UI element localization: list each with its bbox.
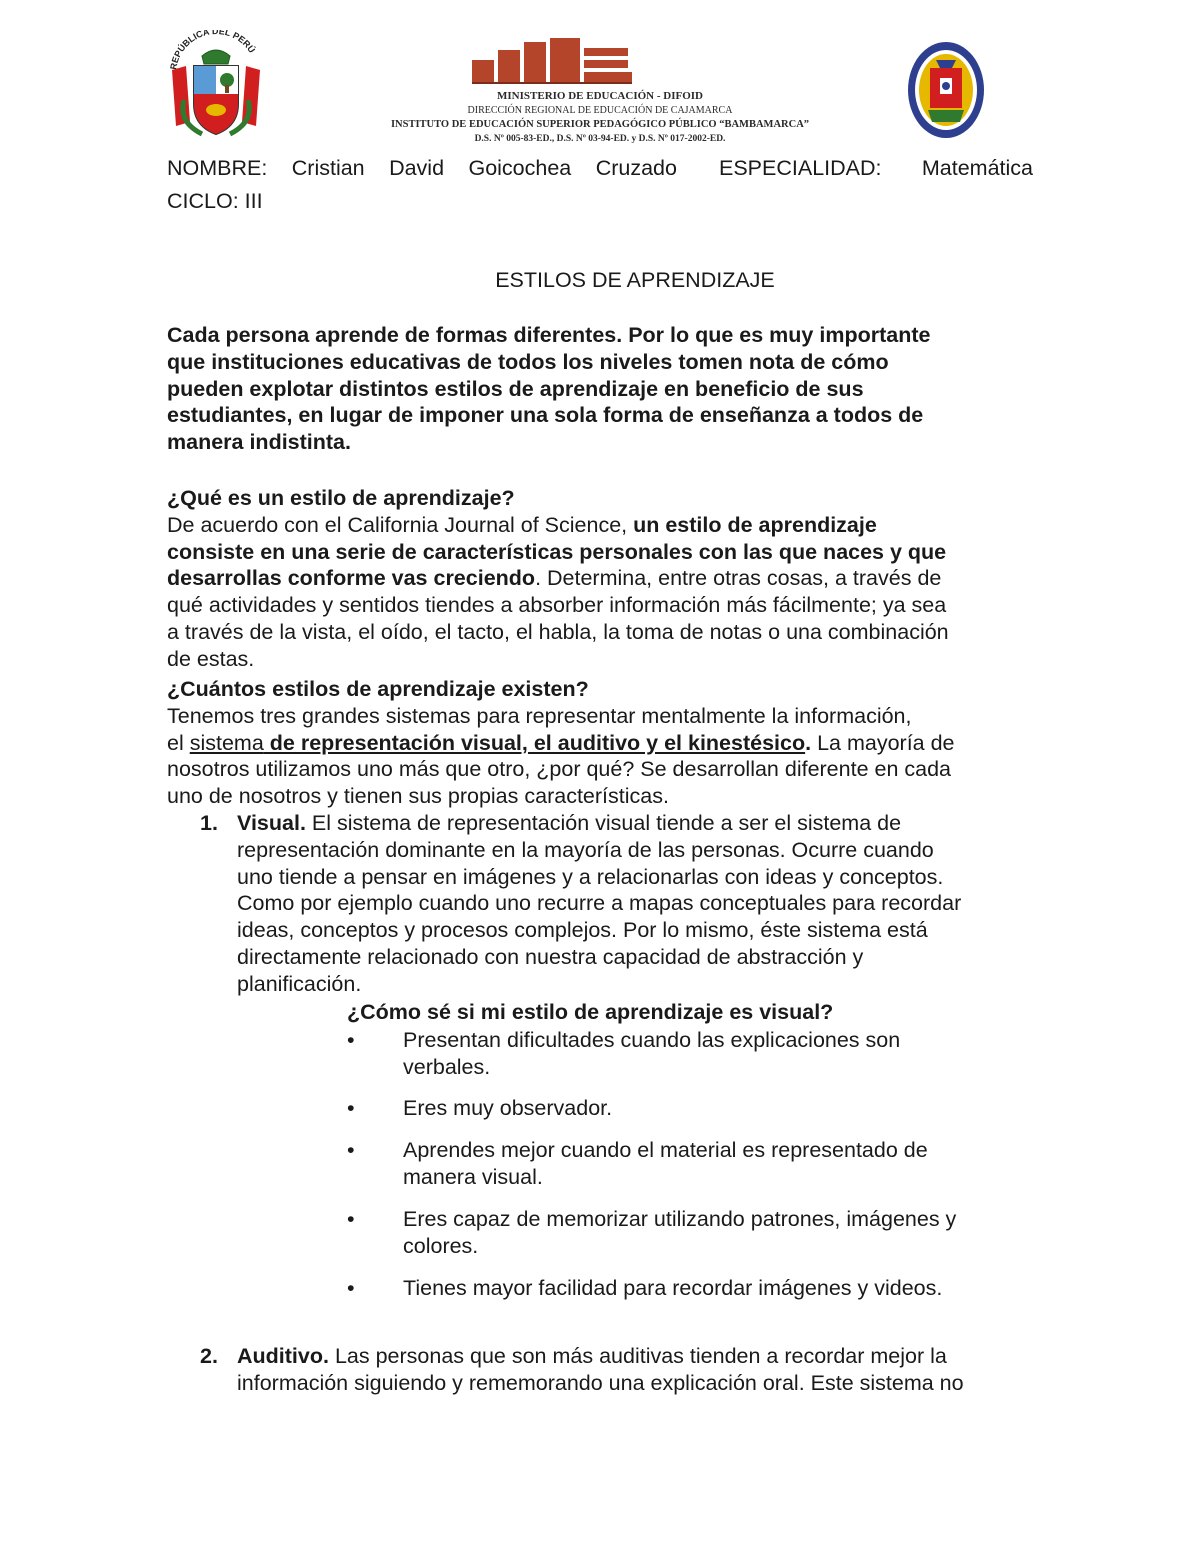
bullet-line: Tienes mayor facilidad para recordar imágenes y videos. <box>403 1276 943 1300</box>
name-label: NOMBRE: <box>167 156 268 180</box>
student-cycle: CICLO: III <box>167 189 263 213</box>
list-item <box>347 1095 987 1122</box>
paragraph-line <box>237 1343 964 1370</box>
list-number: 1. <box>200 811 218 835</box>
paragraph-line: qué actividades y sentidos tiendes a absorber información más fácilmente; ya sea <box>167 593 947 618</box>
bullet-line: Eres capaz de memorizar utilizando patrones, imágenes y <box>403 1207 957 1231</box>
ministry-of-education-logo <box>380 38 820 150</box>
intro-line: que instituciones educativas de todos los niveles tomen nota de cómo <box>167 349 889 374</box>
paragraph-line: planificación. <box>237 971 362 996</box>
bullet-line: manera visual. <box>403 1164 543 1189</box>
decree-numbers: D.S. Nº 005-83-ED., D.S. Nº 03-94-ED. y D.S. Nº 017-2002-ED. <box>474 134 726 144</box>
bullet-line: Eres muy observador. <box>403 1096 613 1120</box>
intro-line: manera indistinta. <box>167 430 351 455</box>
text-normal: el <box>167 730 190 755</box>
paragraph-line <box>167 730 955 757</box>
paragraph-line <box>237 810 961 837</box>
institute-crest-logo <box>904 38 988 142</box>
system-link[interactable]: sistema <box>189 730 264 755</box>
paragraph-line: de estas. <box>167 646 255 671</box>
bullet-icon: • <box>347 1096 355 1120</box>
section-heading: ¿Cuántos estilos de aprendizaje existen? <box>167 677 589 701</box>
text-normal: El sistema de representación visual tiende a ser el sistema de <box>305 811 902 835</box>
paragraph-line: uno tiende a pensar en imágenes y a relacionarlas con ideas y conceptos. <box>237 864 944 889</box>
bullet-icon: • <box>347 1028 355 1052</box>
section-how-many <box>167 676 955 810</box>
paragraph-line: nosotros utilizamos uno más que otro, ¿por qué? Se desarrollan diferente en cada <box>167 757 952 782</box>
list-number: 2. <box>200 1344 218 1368</box>
student-name <box>167 155 677 182</box>
item-label: Auditivo. <box>237 1344 329 1368</box>
paragraph-line: uno de nosotros y tienen sus propias características. <box>167 784 669 809</box>
visual-subheading: ¿Cómo sé si mi estilo de aprendizaje es visual? <box>347 1000 834 1024</box>
bullet-line: Aprendes mejor cuando el material es representado de <box>403 1138 928 1162</box>
section-what-is <box>167 485 949 673</box>
paragraph-line: a través de la vista, el oído, el tacto, el habla, la toma de notas o una combinación <box>167 619 949 644</box>
regional-direction: DIRECCIÓN REGIONAL DE EDUCACIÓN DE CAJAMARCA <box>467 105 733 116</box>
intro-line: estudiantes, en lugar de imponer una sola forma de enseñanza a todos de <box>167 403 924 428</box>
list-item <box>347 1137 987 1191</box>
bar-chart-emblem-icon <box>472 38 632 84</box>
paragraph-line: directamente relacionado con nuestra capacidad de abstracción y <box>237 944 864 969</box>
ministry-name: MINISTERIO DE EDUCACIÓN - DIFOID <box>497 90 703 102</box>
text-bold: un estilo de aprendizaje <box>633 512 877 537</box>
text-normal: Las personas que son más auditivas tienden a recordar mejor la <box>328 1344 947 1368</box>
paragraph-line: información siguiendo y rememorando una explicación oral. Este sistema no <box>237 1370 964 1395</box>
text-bold-underlined: de representación visual, el auditivo y el kinestésico <box>263 730 806 755</box>
auditory-style-item <box>237 1343 964 1397</box>
bullet-text <box>403 1206 956 1260</box>
list-item <box>347 1206 987 1260</box>
section-heading: ¿Qué es un estilo de aprendizaje? <box>167 486 515 510</box>
text-bold: desarrollas conforme vas creciendo <box>167 566 536 591</box>
text-normal: . Determina, entre otras cosas, a través de <box>535 566 942 591</box>
list-item <box>347 1027 987 1081</box>
bullet-icon: • <box>347 1207 355 1231</box>
bullet-text <box>403 1275 942 1302</box>
specialty-value: Matemática <box>921 156 1033 180</box>
bullet-text <box>403 1027 900 1081</box>
intro-line: Cada persona aprende de formas diferentes. Por lo que es muy importante <box>167 323 931 347</box>
name-word: David <box>389 156 445 180</box>
name-word: Cruzado <box>595 156 677 180</box>
bullet-line: verbales. <box>403 1054 491 1079</box>
paragraph-line: representación dominante en la mayoría de las personas. Ocurre cuando <box>237 837 934 862</box>
specialty-label: ESPECIALIDAD: <box>719 156 882 180</box>
intro-line: pueden explotar distintos estilos de aprendizaje en beneficio de sus <box>167 376 864 401</box>
name-word: Cristian <box>291 156 365 180</box>
bullet-icon: • <box>347 1276 355 1300</box>
paragraph-line: Tenemos tres grandes sistemas para representar mentalmente la información, <box>167 703 912 728</box>
paragraph-line <box>167 512 949 539</box>
item-label: Visual. <box>237 811 306 835</box>
paragraph-line: consiste en una serie de características personales con las que naces y que <box>167 539 947 564</box>
paragraph-line <box>167 565 949 592</box>
text-normal: La mayoría de <box>811 730 955 755</box>
bullet-line: Presentan dificultades cuando las explicaciones son <box>403 1028 901 1052</box>
bullet-line: colores. <box>403 1233 479 1258</box>
paragraph-line: ideas, conceptos y procesos complejos. Por lo mismo, éste sistema está <box>237 918 928 943</box>
svg-text:REPÚBLICA DEL PERÚ: REPÚBLICA DEL PERÚ <box>168 30 258 71</box>
name-word: Goicochea <box>468 156 572 180</box>
peru-coat-of-arms-logo <box>162 30 270 138</box>
visual-style-item <box>237 810 961 998</box>
document-title: ESTILOS DE APRENDIZAJE <box>495 268 775 292</box>
bullet-text <box>403 1095 612 1122</box>
list-item <box>347 1275 1007 1302</box>
intro-paragraph <box>167 322 930 456</box>
student-info-row <box>167 155 1033 182</box>
text-normal: De acuerdo con el California Journal of Science, <box>167 512 634 537</box>
institute-name: INSTITUTO DE EDUCACIÓN SUPERIOR PEDAGÓGICO PÚBLICO “BAMBAMARCA” <box>390 119 810 130</box>
bullet-icon: • <box>347 1138 355 1162</box>
student-specialty <box>719 155 1033 182</box>
text-bold: . <box>805 730 812 755</box>
bullet-text <box>403 1137 928 1191</box>
paragraph-line: Como por ejemplo cuando uno recurre a mapas conceptuales para recordar <box>237 891 962 916</box>
